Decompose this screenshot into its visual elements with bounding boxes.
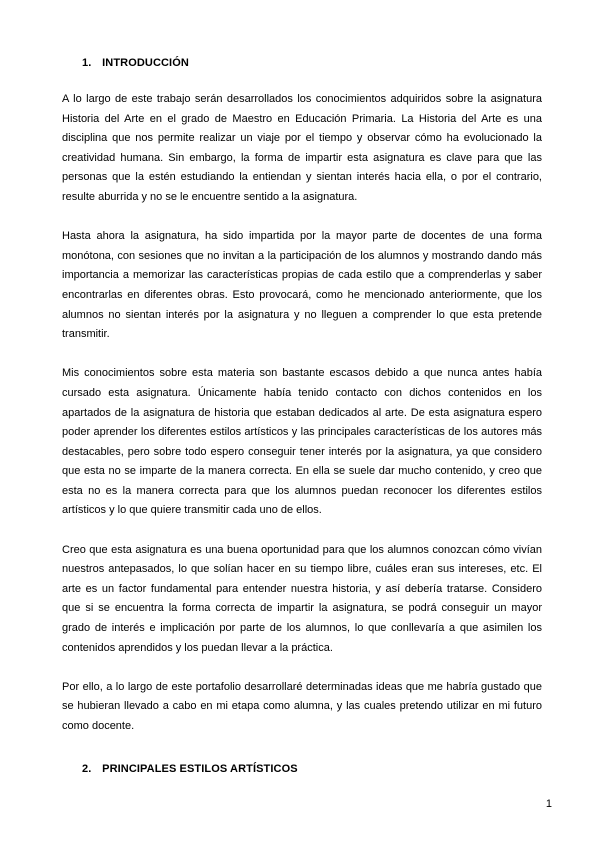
paragraph: Hasta ahora la asignatura, ha sido impartida por la mayor parte de docentes de una forma monótona, con sesiones que no invitan a la participación de los alumnos y mostrando dando más importancia a memorizar las características propias de cada estilo que a comprenderlas y saber encontrarlas en diferentes obras. Esto provocará, como he mencionado anteriormente, que los alumnos no sientan interés por la asignatura y no lleguen a comprender lo que esta pretende transmitir. (62, 230, 542, 341)
paragraph: A lo largo de este trabajo serán desarrollados los conocimientos adquiridos sobre la asignatura Historia del Arte en el grado de Maestro en Educación Primaria. La Historia del Arte es una disciplina que nos permite realizar un viaje por el tiempo y observar cómo ha evolucionado la creatividad humana. Sin embargo, la forma de impartir esta asignatura es clave para que las personas que la estén estudiando la entiendan y sientan interés hacia ella, o por el contrario, resulte aburrida y no se le encuentre sentido a la asignatura. (62, 93, 542, 203)
section-heading-principales-estilos (82, 763, 298, 775)
section-number: 1. (82, 57, 92, 69)
page-number: 1 (545, 798, 552, 810)
section-title: PRINCIPALES ESTILOS ARTÍSTICOS (102, 763, 298, 775)
paragraph: Por ello, a lo largo de este portafolio desarrollaré determinadas ideas que me habría gustado que se hubieran llevado a cabo en mi etapa como alumna, y las cuales pretendo utilizar en mi futuro como docente. (62, 680, 542, 732)
section-number: 2. (82, 763, 92, 775)
paragraph: Mis conocimientos sobre esta materia son bastante escasos debido a que nunca antes había cursado esta asignatura. Únicamente había tenido contacto con dichos contenidos en los apartados de la asignatura de historia que estaban dedicados al arte. De esta asignatura espero poder aprender los diferentes estilos artísticos y las principales características de los autores más destacables, pero sobre todo espero conseguir tener interés por la asignatura, ya que considero que esta no se imparte de la manera correcta. En ella se suele dar mucho contenido, y creo que esta no es la manera correcta para que los alumnos puedan reconocer los diferentes estilos artísticos y lo que quiere transmitir cada uno de ellos. (62, 367, 542, 517)
section-title: INTRODUCCIÓN (102, 57, 189, 69)
section-heading-introduccion (82, 57, 189, 69)
body-text (62, 90, 542, 756)
paragraph: Creo que esta asignatura es una buena oportunidad para que los alumnos conozcan cómo vivían nuestros antepasados, lo que solían hacer en su tiempo libre, cuáles eran sus intereses, etc. El arte es un factor fundamental para entender nuestra historia, y así debería tratarse. Considero que si se encuentra la forma correcta de impartir la asignatura, se podrá conseguir un mayor grado de interés e implicación por parte de los alumnos, lo que conllevaría a que asimilen los contenidos aprendidos y los puedan llevar a la práctica. (62, 543, 542, 654)
